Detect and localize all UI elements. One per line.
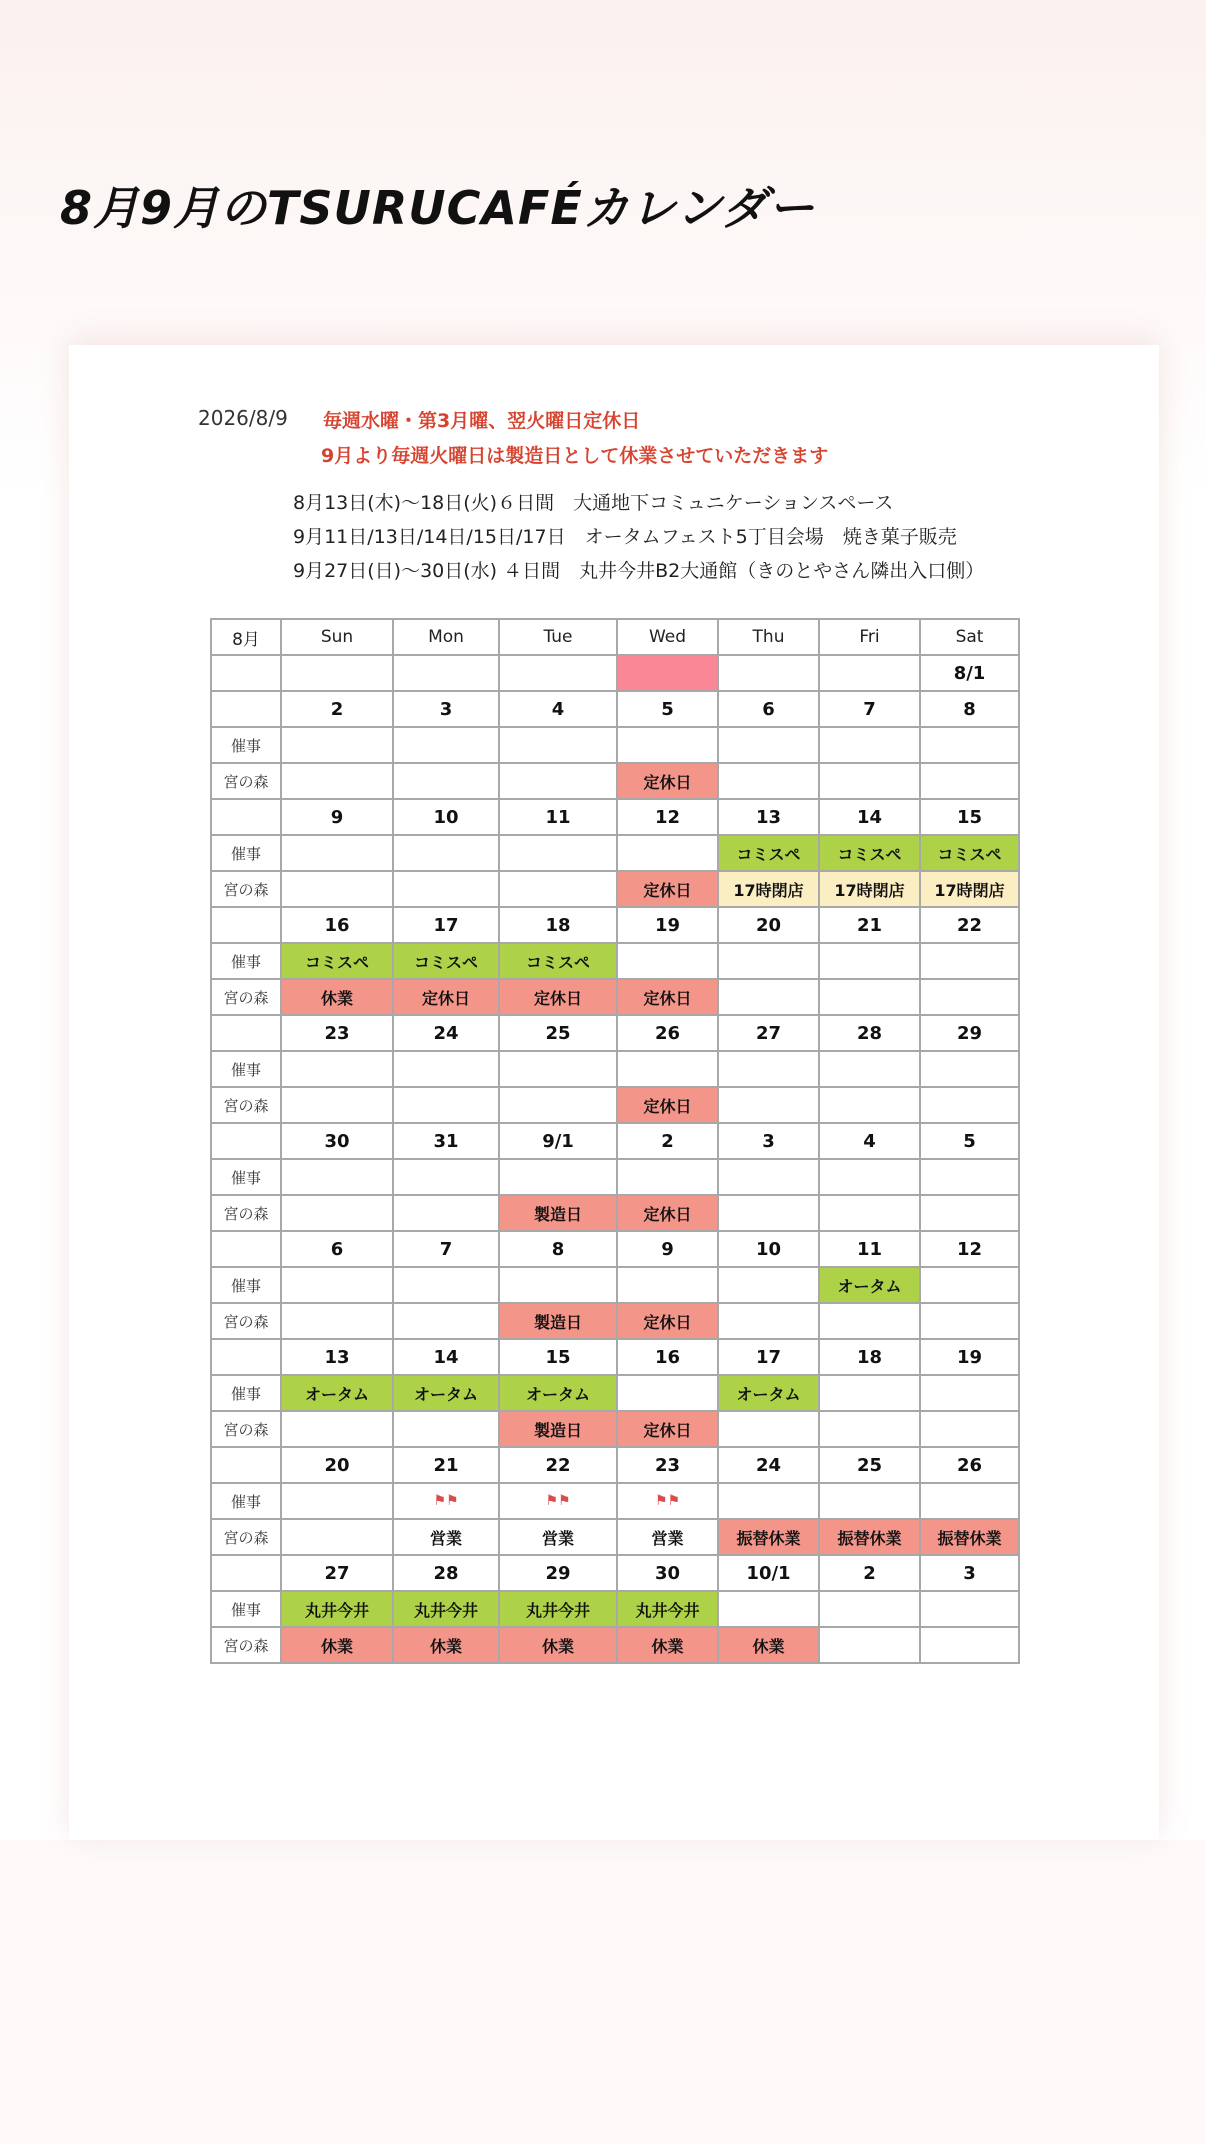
shop-row-label: 宮の森 — [211, 1303, 281, 1339]
day-number: 9/1 — [499, 1123, 617, 1159]
event-status: コミスペ — [920, 835, 1019, 871]
shop-status: 営業 — [393, 1519, 499, 1555]
empty-cell — [281, 871, 393, 907]
shop-status: 振替休業 — [920, 1519, 1019, 1555]
row-label-empty — [211, 691, 281, 727]
shop-status: 定休日 — [617, 1303, 718, 1339]
row-label-empty — [211, 1447, 281, 1483]
event-status: オータム — [819, 1267, 920, 1303]
empty-cell — [393, 727, 499, 763]
empty-cell — [499, 1159, 617, 1195]
empty-cell — [281, 1159, 393, 1195]
day-number: 17 — [718, 1339, 819, 1375]
empty-cell — [499, 763, 617, 799]
day-number: 27 — [718, 1015, 819, 1051]
day-number — [617, 655, 718, 691]
empty-cell — [819, 1051, 920, 1087]
day-number: 3 — [718, 1123, 819, 1159]
week-date-row — [211, 1339, 1019, 1375]
shop-status: 17時閉店 — [920, 871, 1019, 907]
week-date-row — [211, 1123, 1019, 1159]
row-label-empty — [211, 1123, 281, 1159]
day-number: 3 — [393, 691, 499, 727]
day-number: 20 — [718, 907, 819, 943]
month-label: 8月 — [211, 619, 281, 655]
day-number: 6 — [281, 1231, 393, 1267]
empty-cell — [617, 727, 718, 763]
day-number: 12 — [617, 799, 718, 835]
empty-cell — [718, 1195, 819, 1231]
day-number: 17 — [393, 907, 499, 943]
shop-row — [211, 871, 1019, 907]
day-number — [393, 655, 499, 691]
shop-row — [211, 1411, 1019, 1447]
empty-cell — [718, 1591, 819, 1627]
empty-cell — [499, 1087, 617, 1123]
shop-status: 休業 — [499, 1627, 617, 1663]
day-number: 2 — [617, 1123, 718, 1159]
shop-row-label: 宮の森 — [211, 871, 281, 907]
day-number: 25 — [819, 1447, 920, 1483]
shop-row — [211, 1087, 1019, 1123]
day-number: 8/1 — [920, 655, 1019, 691]
shop-status: 定休日 — [617, 871, 718, 907]
shop-status: 製造日 — [499, 1411, 617, 1447]
event-line: 8月13日(木)〜18日(火)６日間 大通地下コミュニケーションスペース — [293, 492, 894, 514]
day-number: 14 — [819, 799, 920, 835]
day-number: 28 — [393, 1555, 499, 1591]
empty-cell — [393, 763, 499, 799]
day-number: 15 — [499, 1339, 617, 1375]
day-number: 28 — [819, 1015, 920, 1051]
event-row — [211, 943, 1019, 979]
day-number: 7 — [819, 691, 920, 727]
event-row-label: 催事 — [211, 1483, 281, 1519]
empty-cell — [920, 763, 1019, 799]
empty-cell — [393, 835, 499, 871]
shop-row-label: 宮の森 — [211, 979, 281, 1015]
empty-cell — [920, 1267, 1019, 1303]
week-date-row — [211, 1447, 1019, 1483]
day-number — [281, 655, 393, 691]
empty-cell — [281, 835, 393, 871]
page-title: 8月9月のTSURUCAFÉカレンダー — [60, 181, 815, 235]
empty-cell — [819, 1483, 920, 1519]
calendar-table — [210, 618, 1020, 1664]
event-status: オータム — [281, 1375, 393, 1411]
empty-cell — [718, 979, 819, 1015]
event-row — [211, 1267, 1019, 1303]
event-status: コミスペ — [393, 943, 499, 979]
day-number: 3 — [920, 1555, 1019, 1591]
shop-row — [211, 1303, 1019, 1339]
empty-cell — [393, 1411, 499, 1447]
day-number: 14 — [393, 1339, 499, 1375]
day-number: 13 — [718, 799, 819, 835]
day-number — [718, 655, 819, 691]
day-number: 31 — [393, 1123, 499, 1159]
shop-status: 振替休業 — [819, 1519, 920, 1555]
shop-row-label: 宮の森 — [211, 1519, 281, 1555]
empty-cell — [281, 1087, 393, 1123]
empty-cell — [819, 1375, 920, 1411]
flags-icon: ⚑⚑ — [433, 1493, 459, 1509]
day-number: 13 — [281, 1339, 393, 1375]
day-number: 19 — [617, 907, 718, 943]
empty-cell — [819, 979, 920, 1015]
week-date-row — [211, 655, 1019, 691]
shop-row-label: 宮の森 — [211, 1627, 281, 1663]
empty-cell — [499, 871, 617, 907]
week-date-row — [211, 799, 1019, 835]
row-label-empty — [211, 799, 281, 835]
event-line: 9月11日/13日/14日/15日/17日 オータムフェスト5丁目会場 焼き菓子販売 — [293, 526, 957, 548]
day-number: 5 — [617, 691, 718, 727]
event-line: 9月27日(日)〜30日(水) ４日間 丸井今井B2大通館（きのとやさん隣出入口側） — [293, 560, 985, 582]
week-date-row — [211, 1555, 1019, 1591]
empty-cell — [718, 943, 819, 979]
row-label-empty — [211, 1015, 281, 1051]
day-number: 24 — [718, 1447, 819, 1483]
shop-status: 17時閉店 — [819, 871, 920, 907]
empty-cell — [920, 1159, 1019, 1195]
empty-cell — [281, 1303, 393, 1339]
empty-cell — [281, 1411, 393, 1447]
empty-cell — [920, 1411, 1019, 1447]
empty-cell — [281, 763, 393, 799]
empty-cell — [617, 1267, 718, 1303]
empty-cell — [499, 835, 617, 871]
event-row-label: 催事 — [211, 1267, 281, 1303]
shop-row-label: 宮の森 — [211, 763, 281, 799]
event-row-label: 催事 — [211, 1591, 281, 1627]
shop-row-label: 宮の森 — [211, 1195, 281, 1231]
day-number: 4 — [819, 1123, 920, 1159]
empty-cell — [281, 1051, 393, 1087]
shop-status: 休業 — [281, 979, 393, 1015]
empty-cell — [718, 1411, 819, 1447]
shop-status: 定休日 — [617, 763, 718, 799]
event-row — [211, 1483, 1019, 1519]
empty-cell — [617, 1051, 718, 1087]
day-number: 10 — [718, 1231, 819, 1267]
shop-status: 定休日 — [393, 979, 499, 1015]
event-row — [211, 1051, 1019, 1087]
shop-status: 定休日 — [617, 1195, 718, 1231]
empty-cell — [920, 1051, 1019, 1087]
day-number: 11 — [499, 799, 617, 835]
empty-cell — [819, 943, 920, 979]
empty-cell — [499, 727, 617, 763]
cell-flags — [393, 1483, 499, 1519]
empty-cell — [920, 1627, 1019, 1663]
weekday-header: Mon — [393, 619, 499, 655]
empty-cell — [920, 1375, 1019, 1411]
day-number: 23 — [617, 1447, 718, 1483]
day-number: 30 — [617, 1555, 718, 1591]
empty-cell — [920, 727, 1019, 763]
day-number: 12 — [920, 1231, 1019, 1267]
empty-cell — [617, 943, 718, 979]
event-status: コミスペ — [819, 835, 920, 871]
event-row — [211, 1159, 1019, 1195]
day-number — [819, 655, 920, 691]
day-number: 9 — [617, 1231, 718, 1267]
day-number: 18 — [499, 907, 617, 943]
row-label-empty — [211, 655, 281, 691]
shop-row — [211, 1195, 1019, 1231]
shop-status: 定休日 — [617, 1411, 718, 1447]
event-status: オータム — [718, 1375, 819, 1411]
empty-cell — [393, 1087, 499, 1123]
empty-cell — [920, 1591, 1019, 1627]
event-status: 丸井今井 — [393, 1591, 499, 1627]
empty-cell — [819, 1411, 920, 1447]
empty-cell — [499, 1267, 617, 1303]
shop-status: 休業 — [718, 1627, 819, 1663]
empty-cell — [920, 1303, 1019, 1339]
empty-cell — [393, 1267, 499, 1303]
shop-status: 営業 — [617, 1519, 718, 1555]
cell-flags — [499, 1483, 617, 1519]
flags-icon: ⚑⚑ — [654, 1493, 681, 1509]
weekday-header: Tue — [499, 619, 617, 655]
shop-row-label: 宮の森 — [211, 1411, 281, 1447]
event-row-label: 催事 — [211, 1375, 281, 1411]
empty-cell — [819, 1303, 920, 1339]
week-date-row — [211, 1015, 1019, 1051]
shop-status: 17時閉店 — [718, 871, 819, 907]
empty-cell — [718, 1087, 819, 1123]
shop-status: 定休日 — [617, 979, 718, 1015]
day-number: 10/1 — [718, 1555, 819, 1591]
day-number: 8 — [499, 1231, 617, 1267]
empty-cell — [920, 979, 1019, 1015]
empty-cell — [819, 1087, 920, 1123]
day-number: 11 — [819, 1231, 920, 1267]
flags-icon: ⚑⚑ — [545, 1493, 571, 1509]
row-label-empty — [211, 1231, 281, 1267]
weekday-header: Fri — [819, 619, 920, 655]
day-number: 29 — [499, 1555, 617, 1591]
day-number: 16 — [617, 1339, 718, 1375]
day-number: 18 — [819, 1339, 920, 1375]
empty-cell — [718, 1303, 819, 1339]
weekday-header: Sat — [920, 619, 1019, 655]
day-number: 23 — [281, 1015, 393, 1051]
event-status: コミスペ — [718, 835, 819, 871]
empty-cell — [819, 727, 920, 763]
shop-status: 休業 — [617, 1627, 718, 1663]
cell-flags — [617, 1483, 718, 1519]
event-status: 丸井今井 — [499, 1591, 617, 1627]
day-number: 30 — [281, 1123, 393, 1159]
empty-cell — [920, 1087, 1019, 1123]
day-number: 22 — [920, 907, 1019, 943]
event-row-label: 催事 — [211, 1051, 281, 1087]
shop-status: 振替休業 — [718, 1519, 819, 1555]
event-status: コミスペ — [499, 943, 617, 979]
day-number: 20 — [281, 1447, 393, 1483]
day-number: 22 — [499, 1447, 617, 1483]
empty-cell — [617, 1375, 718, 1411]
shop-row — [211, 1519, 1019, 1555]
day-number: 2 — [819, 1555, 920, 1591]
week-date-row — [211, 1231, 1019, 1267]
event-status: 丸井今井 — [281, 1591, 393, 1627]
day-number: 26 — [920, 1447, 1019, 1483]
day-number: 10 — [393, 799, 499, 835]
weekday-header: Thu — [718, 619, 819, 655]
day-number: 21 — [819, 907, 920, 943]
day-number: 27 — [281, 1555, 393, 1591]
empty-cell — [718, 1267, 819, 1303]
empty-cell — [718, 727, 819, 763]
empty-cell — [718, 763, 819, 799]
shop-row — [211, 979, 1019, 1015]
shop-status: 製造日 — [499, 1303, 617, 1339]
event-status: オータム — [499, 1375, 617, 1411]
day-number: 26 — [617, 1015, 718, 1051]
event-row-label: 催事 — [211, 1159, 281, 1195]
event-row-label: 催事 — [211, 943, 281, 979]
day-number: 5 — [920, 1123, 1019, 1159]
empty-cell — [718, 1051, 819, 1087]
empty-cell — [920, 1483, 1019, 1519]
date-stamp: 2026/8/9 — [198, 406, 288, 430]
event-row — [211, 835, 1019, 871]
shop-row — [211, 763, 1019, 799]
day-number: 24 — [393, 1015, 499, 1051]
row-label-empty — [211, 907, 281, 943]
day-number: 9 — [281, 799, 393, 835]
weekday-header-row — [211, 619, 1019, 655]
weekday-header: Sun — [281, 619, 393, 655]
empty-cell — [281, 727, 393, 763]
shop-status: 製造日 — [499, 1195, 617, 1231]
event-status: 丸井今井 — [617, 1591, 718, 1627]
empty-cell — [281, 1267, 393, 1303]
day-number: 19 — [920, 1339, 1019, 1375]
weekday-header: Wed — [617, 619, 718, 655]
empty-cell — [281, 1483, 393, 1519]
empty-cell — [393, 1159, 499, 1195]
empty-cell — [281, 1519, 393, 1555]
production-day-notice: 9月より毎週火曜日は製造日として休業させていただきます — [321, 445, 829, 467]
empty-cell — [819, 1627, 920, 1663]
day-number: 25 — [499, 1015, 617, 1051]
row-label-empty — [211, 1339, 281, 1375]
day-number — [499, 655, 617, 691]
empty-cell — [819, 1159, 920, 1195]
day-number: 8 — [920, 691, 1019, 727]
empty-cell — [718, 1483, 819, 1519]
empty-cell — [281, 1195, 393, 1231]
row-label-empty — [211, 1555, 281, 1591]
shop-status: 定休日 — [617, 1087, 718, 1123]
empty-cell — [393, 1303, 499, 1339]
shop-status: 定休日 — [499, 979, 617, 1015]
shop-status: 営業 — [499, 1519, 617, 1555]
week-date-row — [211, 907, 1019, 943]
day-number: 6 — [718, 691, 819, 727]
day-number: 21 — [393, 1447, 499, 1483]
day-number: 29 — [920, 1015, 1019, 1051]
footer-background — [0, 1840, 1206, 2144]
empty-cell — [393, 1195, 499, 1231]
empty-cell — [617, 1159, 718, 1195]
empty-cell — [920, 1195, 1019, 1231]
empty-cell — [819, 1591, 920, 1627]
shop-row — [211, 1627, 1019, 1663]
empty-cell — [499, 1051, 617, 1087]
week-date-row — [211, 691, 1019, 727]
event-row-label: 催事 — [211, 835, 281, 871]
empty-cell — [920, 943, 1019, 979]
event-row — [211, 1591, 1019, 1627]
day-number: 15 — [920, 799, 1019, 835]
day-number: 16 — [281, 907, 393, 943]
day-number: 4 — [499, 691, 617, 727]
shop-row-label: 宮の森 — [211, 1087, 281, 1123]
empty-cell — [718, 1159, 819, 1195]
event-row — [211, 1375, 1019, 1411]
closed-days-notice: 毎週水曜・第3月曜、翌火曜日定休日 — [323, 410, 641, 432]
shop-status: 休業 — [281, 1627, 393, 1663]
event-status: コミスペ — [281, 943, 393, 979]
event-row — [211, 727, 1019, 763]
empty-cell — [819, 763, 920, 799]
day-number: 7 — [393, 1231, 499, 1267]
empty-cell — [617, 835, 718, 871]
day-number: 2 — [281, 691, 393, 727]
empty-cell — [393, 871, 499, 907]
event-row-label: 催事 — [211, 727, 281, 763]
shop-status: 休業 — [393, 1627, 499, 1663]
empty-cell — [393, 1051, 499, 1087]
empty-cell — [819, 1195, 920, 1231]
event-status: オータム — [393, 1375, 499, 1411]
